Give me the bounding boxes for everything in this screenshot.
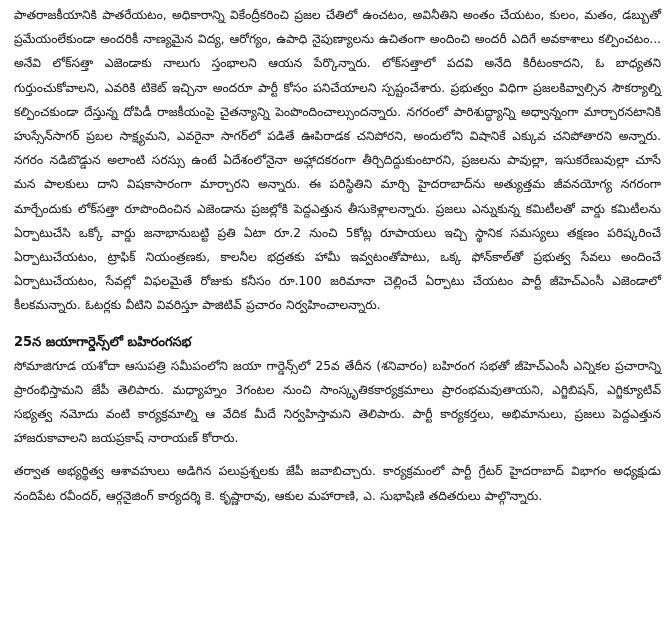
intro-paragraph: పాతరాజకీయానికి పాతరేయటం, అధికారాన్ని వికేంద్రీకరించి ప్రజల చేతిలో ఉంచటం, అవినీతిని అంతం చేయటం, కులం, మతం, డబ్బుతో ప్రమేయంలేకుండా అందరికీ నాణ్యమైన విద్య, ఆరోగ్యం, ఉపాధి నైపుణ్యాలను ఉచితంగా అందించి అందరీ ఎదిగే అవకాశాలు కల్పించటం... అనేవి లోక్‌సత్తా ఎజెండాకు నాలుగు స్తంభాలని ఆయన పేర్కొన్నారు. లోక్‌సత్తాలో పదవి అనేది కిరీటంకాదని, ఓ బాధ్యతని గుర్తుంచుకోవాలని, ఎవరికి టికెట్‌ ఇచ్చినా అందరూ పార్టీ కోసం పనిచేయాలని స్పష్టంచేశారు. ప్రభుత్వం విధిగా ప్రజలకివ్వాల్సిన సౌకర్యాల్ని కల్పించకుండా దేస్తున్న దోపిడీ రాజకీయంపై చైతన్యాన్ని పెంపొందించాల్సుందన్నారు. నగరంలో పారిశుద్ధ్యాన్ని అధ్వాన్నంగా మార్చారనటానికి హుస్సేన్‌సాగర్‌ ప్రబల సాక్ష్యమని, ఎవరైనా సాగర్‌లో పడితే ఊపిరాడక చనిపోరని, అందులోని విషానికే ఎక్కువ చనిపోతారని అన్నారు. నగరం నడిబొడ్డున అలాంటి సరస్సు ఉంటే ఏదేశంలోనైనా అహ్లాదకరంగా తీర్చిదిద్దుకుంటారని, ప్రజలను పావుల్లా, ఇసుకరేణువుల్లా చూసే మన పాలకులు దాని విషకాసారంగా మార్చారని అన్నారు. ఈ పరిస్థితిని మార్చి హైదరాబాద్‌ను అత్యుత్తమ జీవనయోగ్య నగరంగా మార్చేందుకు లోక్‌సత్తా రూపొందించిన ఎజెండాను ప్రజల్లోకి పెద్దఎత్తున తీసుకెళ్లాలన్నారు. ప్రజలు ఎన్నుకున్న కమిటీలతో వార్డు కమిటీలను ఏర్పాటుచేసి ఒక్కో వార్డు జనాభానుబట్టి ప్రతి ఏటా రూ.2 నుంచి 5కోట్ల రూపాయలు ఇచ్చి స్థానిక సమస్యలు తక్షణం పరిష్కరించే ఏర్పాటుచేయటం, ట్రాఫిక్‌ నియంత్రణకు, కాలనీల భద్రతకు హామీ ఇవ్వటంతోపాటు, ఒక్క ఫోన్‌కాల్‌తో ప్రభుత్వ సేవలు అందించే ఏర్పాటుచేయటం, సేవల్లో విఫలమైతే రోజుకు కనీసం రూ.100 జరిమానా చెల్లించే ఏర్పాటు చేయటం పార్టీ జీహెచ్‌ఎంసీ ఎజెండాలో కీలకమన్నారు. ఓటర్లకు వీటిని వివరిస్తూ పాజిటివ్‌ ప్రచారం నిర్వహించాలన్నారు. (14, 8, 661, 313)
section-heading: 25న జయాగార్డెన్స్‌లో బహిరంగసభ (14, 334, 192, 350)
section-paragraph-2: తర్వాత అభ్యర్థిత్వ ఆశావహులు అడిగిన పలుప్రశ్నలకు జేపీ జవాబిచ్చారు. కార్యక్రమంలో పార్టీ గ్రేటర్‌ హైదరాబాద్‌ విభాగం అధ్యక్షుడు నందిపేట రవీందర్‌, ఆర్గనైజింగ్‌ కార్యదర్శి కె. కృష్ణారావు, ఆకుల మహారాణి, ఎ. సుభాషిణి తదితరులు పాల్గొన్నారు. (14, 464, 661, 503)
section-paragraph-1: సోమాజిగూడ యశోదా ఆసుపత్రి సమీపంలోని జయా గార్డెన్స్‌లో 25వ తేదీన (శనివారం) బహిరంగ సభతో జీహెచ్‌ఎంసీ ఎన్నికల ప్రచారాన్ని ప్రారంభిస్తామని జేపీ తెలిపారు. మధ్యాహ్నం 3గంటల నుంచి సాంస్కృతికకార్యక్రమాలు ప్రారంభమవుతాయని, ఎగ్జిబిషన్‌, ఎగ్జిక్యూటివ్‌ సభ్యత్వ నమోదు వంటి కార్యక్రమాల్ని ఆ వేదిక మీదే నిర్వహిస్తామని తెలిపారు. పార్టీ కార్యకర్తలు, అభిమానులు, ప్రజలు పెద్దఎత్తున హాజరుకావాలని జయప్రకాష్‌ నారాయణ్‌ కోరారు. (14, 358, 661, 446)
